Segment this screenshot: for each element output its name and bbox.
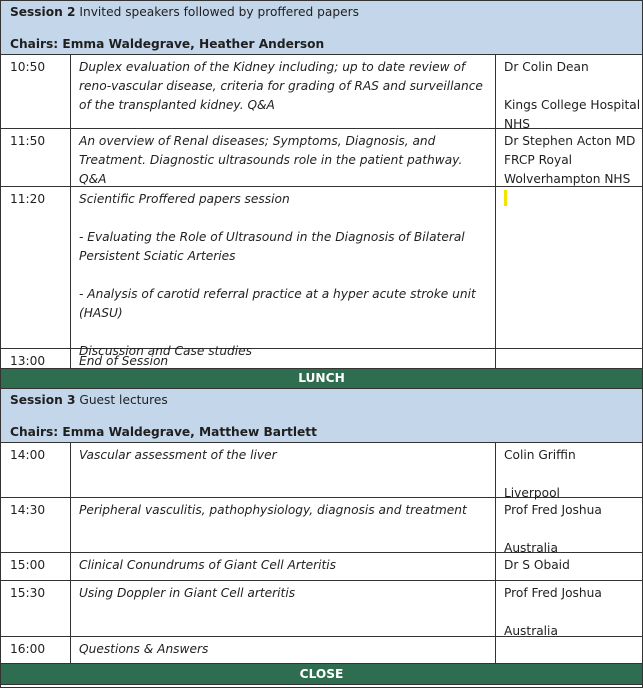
description-cell [71, 553, 496, 580]
speaker-cell [496, 187, 642, 348]
time-cell: 15:00 [1, 553, 71, 580]
speaker-line: Liverpool [504, 486, 560, 500]
speaker-cell [496, 349, 642, 368]
speaker-line: Australia [504, 624, 558, 638]
description-cell [71, 187, 496, 358]
schedule-row [1, 349, 642, 369]
speaker-cell [496, 443, 642, 500]
speaker-line [504, 603, 642, 622]
session2-chairs: Chairs: Emma Waldegrave, Heather Anderson [10, 37, 325, 51]
time-cell: 15:30 [1, 581, 71, 636]
description-line: Discussion and Case studies [79, 344, 253, 358]
description-line: An overview of Renal diseases; Symptoms, Diagnosis, and [79, 134, 436, 148]
text-cursor-highlight [504, 190, 507, 206]
description-cell [71, 349, 496, 368]
description-cell [71, 581, 496, 636]
session3-header [1, 389, 642, 443]
speaker-line: NHS [504, 117, 531, 131]
description-cell [71, 129, 496, 186]
description-line: Vascular assessment of the liver [79, 448, 277, 462]
speaker-cell [496, 129, 642, 186]
description-line: - Evaluating the Role of Ultrasound in the Diagnosis of Bilateral [79, 230, 465, 244]
description-line [79, 323, 495, 342]
speaker-line [504, 465, 642, 484]
speaker-line: Prof Fred Joshua [504, 503, 602, 517]
speaker-cell [496, 637, 642, 663]
speaker-line: Australia [504, 541, 558, 555]
session3-title: Guest lectures [75, 393, 168, 407]
speaker-cell [496, 553, 642, 580]
speaker-line: Dr S Obaid [504, 558, 570, 572]
time-cell: 10:50 [1, 55, 71, 128]
schedule-row [1, 187, 642, 358]
description-cell [71, 55, 496, 128]
speaker-line: Colin Griffin [504, 448, 576, 462]
schedule-row [1, 581, 642, 637]
description-line: of the transplanted kidney. Q&A [79, 98, 275, 112]
time-cell: 16:00 [1, 637, 71, 663]
speaker-line [504, 520, 642, 539]
description-line: Clinical Conundrums of Giant Cell Arteritis [79, 558, 337, 572]
session3-rows [1, 443, 642, 664]
time-cell: 14:00 [1, 443, 71, 497]
description-cell [71, 443, 496, 497]
schedule-row [1, 443, 642, 498]
description-line [79, 209, 495, 228]
speaker-line: Wolverhampton NHS [504, 172, 631, 186]
schedule-row [1, 637, 642, 664]
description-line: Q&A [79, 172, 107, 186]
description-line: - Analysis of carotid referral practice at a hyper acute stroke unit [79, 287, 476, 301]
time-cell: 14:30 [1, 498, 71, 552]
session2-rows [1, 55, 642, 369]
time-cell: 13:00 [1, 349, 71, 368]
schedule-row [1, 498, 642, 553]
description-line: Questions & Answers [79, 642, 209, 656]
description-line: End of Session [79, 354, 169, 368]
speaker-cell [496, 498, 642, 555]
speaker-line: Kings College Hospital [504, 98, 641, 112]
speaker-line: Prof Fred Joshua [504, 586, 602, 600]
speaker-cell [496, 581, 642, 636]
schedule-row [1, 55, 642, 129]
speaker-line: Dr Stephen Acton MD [504, 134, 636, 148]
session2-header [1, 1, 642, 55]
description-line: Peripheral vasculitis, pathophysiology, diagnosis and treatment [79, 503, 467, 517]
description-line: (HASU) [79, 306, 123, 320]
description-line: Scientific Proffered papers session [79, 192, 290, 206]
session3-chairs: Chairs: Emma Waldegrave, Matthew Bartlett [10, 425, 317, 439]
speaker-line: Dr Colin Dean [504, 60, 589, 74]
description-cell [71, 637, 496, 663]
description-line: Duplex evaluation of the Kidney including; up to date review of [79, 60, 466, 74]
session2-label: Session 2 [10, 5, 76, 19]
description-line: Treatment. Diagnostic ultrasounds role in the patient pathway. [79, 153, 463, 167]
lunch-band: LUNCH [1, 369, 642, 389]
description-line [79, 266, 495, 285]
description-line: Persistent Sciatic Arteries [79, 249, 236, 263]
close-band: CLOSE [1, 664, 642, 685]
session3-label: Session 3 [10, 393, 76, 407]
description-line: reno-vascular disease, criteria for grading of RAS and surveillance [79, 79, 483, 93]
time-cell: 11:20 [1, 187, 71, 348]
speaker-line: FRCP Royal [504, 153, 573, 167]
schedule-row [1, 553, 642, 581]
session2-title: Invited speakers followed by proffered papers [75, 5, 359, 19]
speaker-cell [496, 55, 642, 131]
description-cell [71, 498, 496, 552]
time-cell: 11:50 [1, 129, 71, 186]
schedule-row [1, 129, 642, 187]
description-line: Using Doppler in Giant Cell arteritis [79, 586, 296, 600]
speaker-line [504, 77, 642, 96]
